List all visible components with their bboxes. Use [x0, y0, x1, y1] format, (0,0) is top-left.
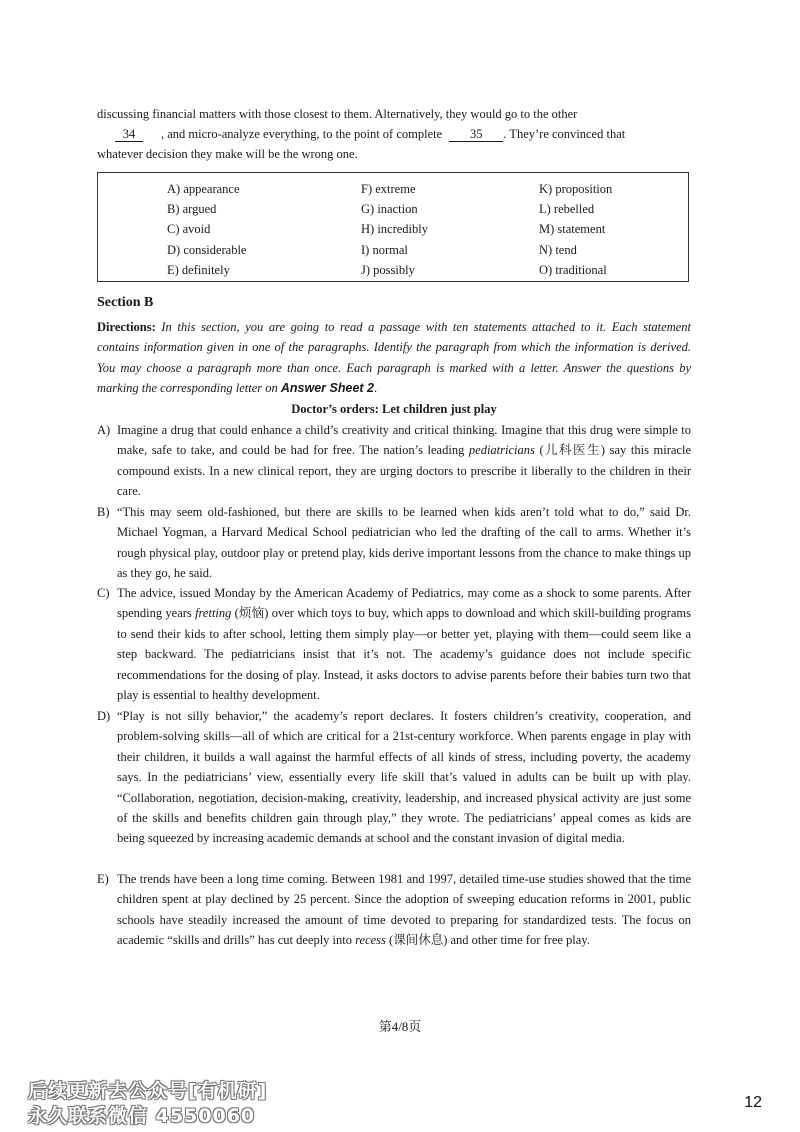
lead-line-2-end: . They’re convinced that: [503, 127, 626, 141]
blank-34: 34: [115, 127, 143, 142]
paragraph-b: [97, 502, 691, 584]
blank-35: 35: [449, 127, 503, 142]
word-option: E) definitely: [167, 262, 230, 277]
word-option: D) considerable: [167, 242, 247, 257]
italic-term: fretting: [195, 606, 232, 621]
text-run: The trends have been a long time coming. Between 1981 and 1997, detailed time-use studies showed that the time children spent at play declined by 25 percent. Since the adoption of sweeping education reforms in 2001, public schools have steadily increased the amount of time devoted to preparing for standardized tests. The focus on academic “skills and drills” has cut deeply into: [117, 872, 691, 948]
section-title: Section B: [97, 295, 154, 310]
paragraph-label: C): [97, 586, 110, 600]
lead-line-2-mid: , and micro-analyze everything, to the point of complete: [161, 127, 443, 141]
text-run: The advice, issued Monday by the American Academy of Pediatrics, may come as a shock to some parents. After spending years: [117, 586, 691, 621]
italic-term: pediatricians: [468, 443, 535, 458]
watermark-line-2: 永久联系微信 4550060: [28, 1105, 256, 1127]
answer-sheet-label: Answer Sheet 2: [280, 381, 374, 396]
text-run: “This may seem old-fashioned, but there are skills to be learned when kids aren’t told what to do,” said Dr. Michael Yogman, a Harvard Medical School pediatrician who led the drafting of the call to arms. Whether it’s rough physical play, outdoor play or pretend play, kids derive important lessons from the chance to make things up as they go, he said.: [117, 505, 691, 581]
word-option: G) inaction: [361, 202, 418, 217]
text-run: (烦恼) over which toys to buy, which apps to download and which skill-building programs to send their kids to after school, letting them simply play—or better yet, playing with them—could seem like a step backward. The pediatricians insist that it’s not. The academy’s guidance does not include specific recommendations for the dosing of play. Instead, it asks doctors to advise parents before their babies turn two that play is essential to healthy development.: [117, 606, 691, 703]
word-bank-column-2: [361, 179, 428, 280]
exam-page: [97, 104, 691, 948]
word-option: J) possibly: [361, 262, 415, 277]
word-option: M) statement: [539, 222, 606, 237]
directions-text: In this section, you are going to read a passage with ten statements attached to it. Each statement contains information given in one of the paragraphs. Identify the paragraph from which the information is derived. You may choose a paragraph more than once. Each paragraph is marked with a letter. Answer the questions by marking the corresponding letter on: [97, 320, 691, 396]
text-run: Imagine a drug that could enhance a child’s creativity and critical thinking. Imagine that this drug were simple to make, safe to take, and could be had for free. The nation’s leading: [117, 423, 691, 458]
word-option: A) appearance: [167, 182, 240, 196]
article-title: Doctor’s orders: Let children just play: [291, 402, 497, 416]
watermark-line-1: 后续更新去公众号[有机研]: [28, 1080, 268, 1102]
word-bank-column-1: [167, 179, 246, 280]
word-option: O) traditional: [539, 262, 607, 277]
paragraph-label: D): [97, 709, 111, 723]
word-option: F) extreme: [361, 182, 416, 196]
word-option: I) normal: [361, 242, 408, 257]
paragraph-a: [97, 420, 691, 502]
paragraph-d: [97, 706, 691, 849]
paragraph-e: [97, 869, 691, 951]
paragraph-text: [117, 420, 691, 502]
paragraph-text: [117, 583, 691, 705]
word-option: L) rebelled: [539, 202, 595, 217]
text-run: “Play is not silly behavior,” the academy’s report declares. It fosters children’s creativity, cooperation, and problem-solving skills—all of which are critical for a 21st-century workforce. When parents engage in play with their children, it builds a wall against the harmful effects of all kinds of stress, including poverty, the academy says. In the pediatricians’ view, essentially every life skill that’s valued in adults can be built up with play. “Collaboration, negotiation, decision-making, creativity, leadership, and increased physical activity are just some of the skills and benefits children gain through play,” they wrote. The pediatricians’ appeal comes as kids are being squeezed by increasing academic demands at school and the constant invasion of digital media.: [117, 709, 691, 846]
paragraph-text: [117, 869, 691, 951]
text-run: (儿科医生) say this miracle compound exists. In a new clinical report, they are urging doctors to prescribe it liberally to the children in their care.: [117, 443, 691, 499]
word-option: N) tend: [539, 242, 577, 257]
text-run: (课间休息) and other time for free play.: [385, 933, 590, 948]
word-bank-column-3: [539, 179, 612, 280]
word-option: K) proposition: [539, 182, 613, 196]
directions-label: Directions:: [97, 320, 156, 334]
directions-end: .: [373, 381, 378, 396]
word-option: H) incredibly: [361, 222, 428, 237]
lead-paragraph: [97, 104, 691, 164]
lead-line-1: discussing financial matters with those closest to them. Alternatively, they would go to the other: [97, 107, 578, 121]
lead-line-3: whatever decision they make will be the wrong one.: [97, 147, 358, 161]
paragraph-label: E): [97, 872, 109, 886]
corner-page-number: 12: [744, 1094, 762, 1111]
italic-term: recess: [355, 933, 386, 948]
page-number: [0, 1016, 800, 1035]
page-number-text: 第4/8页: [378, 1019, 422, 1034]
paragraph-text: [117, 706, 691, 849]
directions: [97, 317, 691, 399]
word-option: C) avoid: [167, 222, 211, 237]
paragraph-label: B): [97, 505, 110, 519]
word-option: B) argued: [167, 202, 217, 217]
paragraph-label: A): [97, 423, 111, 437]
paragraph-c: [97, 583, 691, 705]
paragraph-text: [117, 502, 691, 584]
word-bank-box: [97, 172, 689, 282]
